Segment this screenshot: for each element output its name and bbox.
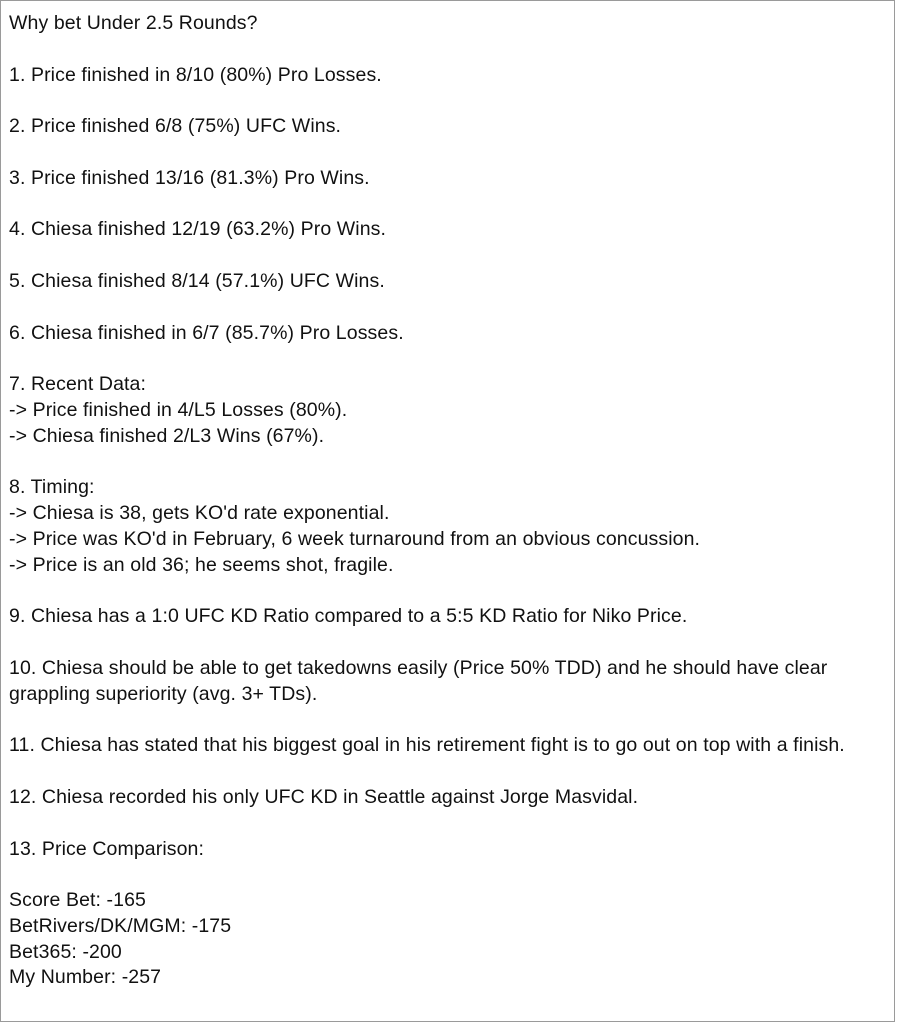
point-13-heading: 13. Price Comparison: <box>9 837 205 860</box>
blank-line <box>9 579 893 605</box>
blank-line <box>9 295 893 321</box>
blank-line <box>9 140 893 166</box>
price-betrivers-dk-mgm: BetRivers/DK/MGM: -175 <box>9 914 232 937</box>
price-my-number: My Number: -257 <box>9 966 162 989</box>
point-9: 9. Chiesa has a 1:0 UFC KD Ratio compared to a 5:5 KD Ratio for Niko Price. <box>9 605 688 628</box>
point-7-heading: 7. Recent Data: <box>9 373 146 396</box>
blank-line <box>9 243 893 269</box>
document-title: Why bet Under 2.5 Rounds? <box>9 12 258 34</box>
point-7-sub-2: -> Chiesa finished 2/L3 Wins (67%). <box>9 424 325 447</box>
blank-line <box>9 630 893 656</box>
blank-line <box>9 88 893 114</box>
point-4: 4. Chiesa finished 12/19 (63.2%) Pro Wins. <box>9 218 387 241</box>
point-8-sub-2: -> Price was KO'd in February, 6 week turnaround from an obvious concussion. <box>9 527 701 550</box>
point-8-sub-3: -> Price is an old 36; he seems shot, fragile. <box>9 553 394 576</box>
point-5: 5. Chiesa finished 8/14 (57.1%) UFC Wins. <box>9 269 385 292</box>
blank-line <box>9 450 893 476</box>
blank-line <box>9 862 893 888</box>
document-body <box>9 11 893 991</box>
point-10: 10. Chiesa should be able to get takedowns easily (Price 50% TDD) and he should have clear grappling superiority (avg. 3+ TDs). <box>9 656 828 705</box>
blank-line <box>9 37 893 63</box>
point-2: 2. Price finished 6/8 (75%) UFC Wins. <box>9 115 342 138</box>
blank-line <box>9 708 893 734</box>
blank-line <box>9 346 893 372</box>
blank-line <box>9 811 893 837</box>
point-7-sub-1: -> Price finished in 4/L5 Losses (80%). <box>9 398 348 421</box>
point-8-sub-1: -> Chiesa is 38, gets KO'd rate exponential. <box>9 502 390 525</box>
point-8-heading: 8. Timing: <box>9 476 95 499</box>
point-3: 3. Price finished 13/16 (81.3%) Pro Wins. <box>9 166 370 189</box>
price-bet365: Bet365: -200 <box>9 940 122 963</box>
point-6: 6. Chiesa finished in 6/7 (85.7%) Pro Losses. <box>9 321 404 344</box>
point-1: 1. Price finished in 8/10 (80%) Pro Losses. <box>9 63 382 86</box>
point-12: 12. Chiesa recorded his only UFC KD in Seattle against Jorge Masvidal. <box>9 785 639 808</box>
point-11: 11. Chiesa has stated that his biggest goal in his retirement fight is to go out on top with a finish. <box>9 734 845 757</box>
price-score-bet: Score Bet: -165 <box>9 889 146 912</box>
blank-line <box>9 192 893 218</box>
blank-line <box>9 759 893 785</box>
